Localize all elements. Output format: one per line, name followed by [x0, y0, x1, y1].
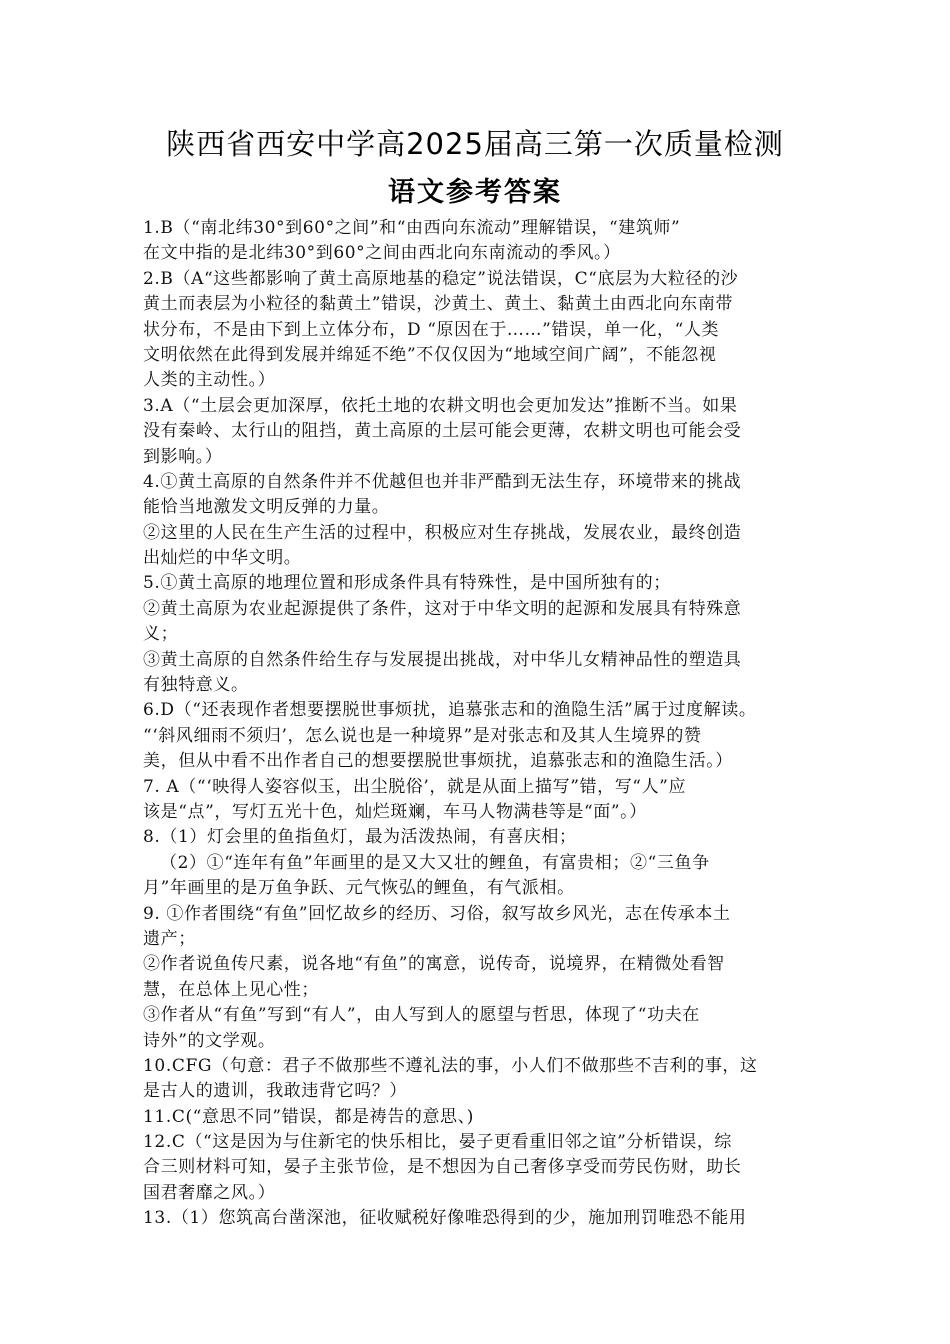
- text-line: 美，但从中看不出作者自己的想要摆脱世事烦扰，追慕张志和的渔隐生活。）: [143, 751, 733, 772]
- answer-content: [143, 216, 809, 1232]
- text-line: 8.（1）灯会里的鱼指鱼灯，最为活泼热闹，有喜庆相；: [143, 827, 577, 848]
- document-subtitle: 语文参考答案: [388, 177, 562, 208]
- text-line: ②这里的人民在生产生活的过程中，积极应对生存挑战，发展农业，最终创造: [143, 522, 742, 543]
- text-line: 11.C(“意思不同”错误，都是祷告的意思、): [143, 1106, 474, 1127]
- text-line: 该是“点”，写灯五光十色，灿烂斑斓，车马人物满巷等是“面”。）: [143, 801, 647, 822]
- text-line: 没有秦岭、太行山的阻挡，黄土高原的土层可能会更薄，农耕文明也可能会受: [143, 421, 742, 442]
- text-line: 2.B（A“这些都影响了黄土高原地基的稳定”说法错误，C“底层为大粒径的沙: [143, 268, 739, 289]
- text-line: 月”年画里的是万鱼争跃、元气恢弘的鲤鱼，有气派相。: [143, 878, 575, 899]
- text-line: 9. ①作者围绕“有鱼”回忆故乡的经历、习俗，叙写故乡风光，志在传承本土: [143, 903, 731, 924]
- document-title: 陕西省西安中学高2025届高三第一次质量检测: [166, 127, 784, 161]
- text-line: 5.①黄土高原的地理位置和形成条件具有特殊性，是中国所独有的；: [143, 573, 671, 594]
- text-line: 在文中指的是北纬30°到60°之间由西北向东南流动的季风。）: [143, 243, 621, 264]
- text-line: 13.（1）您筑高台凿深池，征收赋税好像唯恐得到的少，施加刑罚唯恐不能用: [143, 1208, 747, 1229]
- text-line: 到影响。）: [143, 446, 223, 467]
- text-line: ③黄土高原的自然条件给生存与发展提出挑战，对中华儿女精神品性的塑造具: [143, 649, 742, 670]
- text-line: 7. A（“‘映得人姿容似玉，出尘脱俗’，就是从面上描写”错，写“人”应: [143, 776, 687, 797]
- text-line: 诗外”的文学观。: [143, 1030, 276, 1051]
- text-line: 10.CFG（句意：君子不做那些不遵礼法的事，小人们不做那些不吉利的事，这: [143, 1055, 758, 1076]
- text-line: “‘斜风细雨不须归’，怎么说也是一种境界”是对张志和及其人生境界的赞: [143, 725, 702, 746]
- text-line: ②黄土高原为农业起源提供了条件，这对于中华文明的起源和发展具有特殊意: [143, 598, 742, 619]
- text-line: 遗产；: [143, 928, 196, 949]
- text-line: 人类的主动性。）: [143, 370, 276, 391]
- text-line: 有独特意义。: [143, 675, 249, 696]
- text-line: 慧，在总体上见心性；: [143, 979, 319, 1000]
- text-line: 12.C（“这是因为与住新宅的快乐相比，晏子更看重旧邻之谊”分析错误，综: [143, 1132, 733, 1153]
- text-line: 黄土而表层为小粒径的黏黄土”错误，沙黄土、黄土、黏黄土由西北向东南带: [143, 294, 734, 315]
- text-line: 合三则材料可知，晏子主张节俭，是不想因为自己奢侈享受而劳民伤财，助长: [143, 1157, 742, 1178]
- text-line: 4.①黄土高原的自然条件并不优越但也并非严酷到无法生存，环境带来的挑战: [143, 471, 742, 492]
- text-line: 义；: [143, 624, 179, 645]
- text-line: 1.B（“南北纬30°到60°之间”和“由西向东流动”理解错误，“建筑师”: [143, 218, 681, 238]
- text-line: 出灿烂的中华文明。: [143, 548, 302, 569]
- text-line: ②作者说鱼传尺素，说各地“有鱼”的寓意，说传奇，说境界，在精微处看智: [143, 954, 725, 975]
- text-line: 国君奢靡之风。）: [143, 1182, 276, 1203]
- text-line: （2）①“连年有鱼”年画里的是又大又壮的鲤鱼，有富贵相；②“三鱼争: [160, 852, 710, 873]
- text-line: 是古人的遗训，我敢违背它吗？）: [143, 1081, 407, 1102]
- text-line: 文明依然在此得到发展并绵延不绝”不仅仅因为“地域空间广阔”，不能忽视: [143, 344, 717, 365]
- text-line: 3.A（“土层会更加深厚，依托土地的农耕文明也会更加发达”推断不当。如果: [143, 395, 738, 416]
- text-line: ③作者从“有鱼”写到“有人”，由人写到人的愿望与哲思，体现了“功夫在: [143, 1005, 700, 1026]
- text-line: 状分布，不是由下到上立体分布，D “原因在于……”错误，单一化，“人类: [143, 319, 720, 340]
- text-line: 6.D（“还表现作者想要摆脱世事烦扰，追慕张志和的渔隐生活”属于过度解读。: [143, 700, 757, 721]
- text-line: 能恰当地激发文明反弹的力量。: [143, 497, 390, 518]
